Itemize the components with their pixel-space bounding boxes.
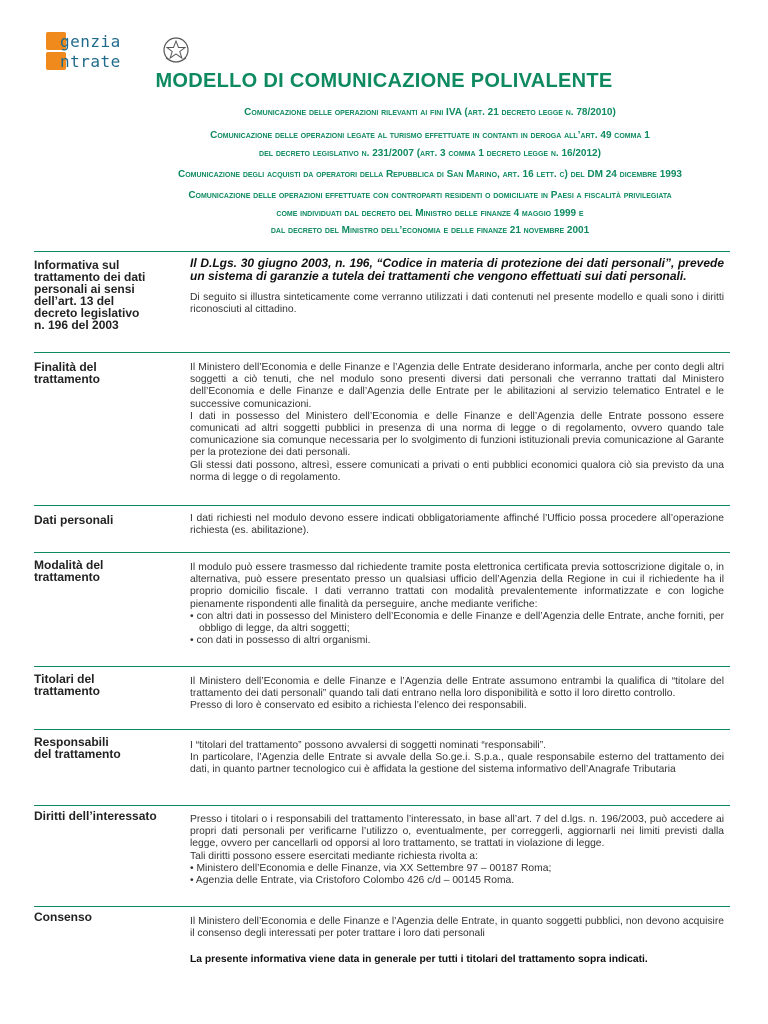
- section-label-finalita: Finalità del trattamento: [34, 360, 101, 386]
- section-text-informativa: [190, 257, 724, 316]
- section-label-titolari: Titolari del trattamento: [34, 672, 101, 698]
- modalita-bullet-1: • con altri dati in possesso del Ministero dell’Economia e delle Finanze e dell’Agenzia delle Entrate, anche forniti, per obbligo di legge, da altri soggetti;: [190, 610, 724, 635]
- section-text-titolari: [190, 676, 724, 713]
- consenso-paragraph: Il Ministero dell’Economia e delle Finanze e l’Agenzia delle Entrate, in quanto soggetti pubblici, non devono acquisire il consenso degli interessati per poter trattare i loro dati personali: [190, 916, 724, 940]
- finalita-paragraph-3: Gli stessi dati possono, altresì, essere comunicati a privati o enti pubblici economici qualora ciò sia previsto da una norma di legge o di regolamento.: [190, 459, 724, 483]
- subtitle-san-marino: Comunicazione degli acquisti da operatori della Repubblica di San Marino, art. 16 lett. c) del DM 24 dicembre 1993: [177, 169, 682, 180]
- section-divider: [34, 505, 730, 506]
- section-divider: [34, 805, 730, 806]
- finalita-paragraph-1: Il Ministero dell’Economia e delle Finanze e l’Agenzia delle Entrate desiderano informarla, anche per conto degli altri soggetti a ciò tenuti, che nel modulo sono presenti diversi dati personali che verranno trattati dal Ministero dell’Economia e delle Finanze e dall’Agenzia delle Entrate per le abilitazioni al servizio telematico Entratel e le successive comunicazioni.: [190, 362, 724, 410]
- subtitle-paesi-3: dal decreto del Ministro dell’economia e delle finanze 21 novembre 2001: [270, 225, 590, 236]
- diritti-paragraph-2: Tali diritti possono essere esercitati mediante richiesta rivolta a:: [190, 850, 478, 862]
- document-title: MODELLO DI COMUNICAZIONE POLIVALENTE: [155, 70, 613, 92]
- logo-line1: genzia: [60, 32, 121, 51]
- logo-line2: ntrate: [60, 52, 121, 71]
- titolari-paragraph-1: Il Ministero dell’Economia e delle Finanze e l’Agenzia delle Entrate assumono entrambi la qualifica di “titolare del trattamento dei dati personali” quando tali dati entrano nella loro disponibilità e sotto il loro diretto controllo.: [190, 676, 724, 700]
- diritti-paragraph-1: Presso i titolari o i responsabili del trattamento l’interessato, in base all’art. 7 del d.lgs. n. 196/2003, può accedere ai propri dati personali per verificarne l’utilizzo o, eventualmente, per correggerli, aggiornarli nei limiti previsti dalla legge, ovvero per cancellarli od opporsi al loro trattamento, se trattati in violazione di legge.: [190, 814, 724, 850]
- subtitle-iva: Comunicazione delle operazioni rilevanti ai fini IVA (art. 21 decreto legge n. 78/2010): [244, 107, 616, 118]
- diritti-bullet-2: • Agenzia delle Entrate, via Cristoforo Colombo 426 c/d – 00145 Roma.: [190, 875, 515, 887]
- subtitle-turismo-1: Comunicazione delle operazioni legate al turismo effettuate in contanti in deroga all’art. 49 comma 1: [210, 130, 650, 141]
- diritti-bullet-1: • Ministero dell’Economia e delle Finanze, via XX Settembre 97 – 00187 Roma;: [190, 862, 552, 874]
- subtitle-turismo-2: del decreto legislativo n. 231/2007 (art. 3 comma 1 decreto legge n. 16/2012): [259, 148, 601, 159]
- finalita-paragraph-2: I dati in possesso del Ministero dell’Economia e delle Finanze e dell’Agenzia delle Entrate possono essere comunicati ad altri soggetti pubblici in presenza di una norma di legge o di regolamento, ovvero quando tale comunicazione sia comunque necessaria per lo svolgimento di funzioni istituzionali previa comunicazione al Garante per la protezione dei dati personali.: [190, 410, 724, 459]
- italian-republic-emblem-icon: [162, 34, 190, 66]
- dati-personali-paragraph: I dati richiesti nel modulo devono essere indicati obbligatoriamente affinché l’Ufficio possa procedere all’operazione richiesta (es. abilitazione).: [190, 513, 724, 537]
- informativa-paragraph: Di seguito si illustra sinteticamente come verranno utilizzati i dati contenuti nel presente modello e quali sono i diritti riconosciuti al cittadino.: [190, 292, 724, 316]
- section-divider: [34, 906, 730, 907]
- section-label-responsabili: Responsabili del trattamento: [34, 735, 121, 761]
- section-divider: [34, 666, 730, 667]
- section-text-modalita: [190, 562, 724, 647]
- section-label-dati-personali: Dati personali: [34, 513, 114, 527]
- section-divider: [34, 729, 730, 730]
- subtitle-paesi-1: Comunicazione delle operazioni effettuate con controparti residenti o domiciliate in Paesi a fiscalità privilegiata: [188, 190, 672, 201]
- informativa-intro: Il D.Lgs. 30 giugno 2003, n. 196, “Codice in materia di protezione dei dati personali”, prevede un sistema di garanzie a tutela dei trattamenti che vengono effettuati sui dati personali.: [190, 256, 724, 283]
- section-label-modalita: Modalità del trattamento: [34, 558, 104, 584]
- modalita-paragraph: Il modulo può essere trasmesso dal richiedente tramite posta elettronica certificata previa sottoscrizione digitale o, in alternativa, può essere presentato presso un qualsiasi ufficio dell’Agenzia della Regione in cui il richiedente ha il proprio domicilio fiscale. I dati verranno trattati con modalità prevalentemente informatizzate e con logiche pienamente rispondenti alle finalità da perseguire, anche mediante verifiche:: [190, 562, 724, 610]
- section-divider: [34, 552, 730, 553]
- section-text-diritti: [190, 814, 724, 887]
- section-text-responsabili: [190, 740, 724, 777]
- section-label-diritti: Diritti dell’interessato: [34, 809, 157, 823]
- subtitle-paesi-2: come individuati dal decreto del Ministro delle finanze 4 maggio 1999 e: [276, 208, 584, 219]
- section-text-consenso: [190, 916, 724, 967]
- responsabili-paragraph-2: In particolare, l’Agenzia delle Entrate si avvale della So.ge.i. S.p.a., quale responsabile esterno del trattamento dei dati, in quanto partner tecnologico cui è affidata la gestione del sistema informativo dell’Anagrafe Tributaria: [190, 752, 724, 776]
- modalita-bullet-2: • con dati in possesso di altri organismi.: [190, 635, 371, 647]
- section-text-dati-personali: [190, 513, 724, 537]
- section-text-finalita: [190, 362, 724, 484]
- consenso-closing-note: La presente informativa viene data in generale per tutti i titolari del trattamento sopra indicati.: [190, 954, 648, 966]
- section-divider: [34, 251, 730, 252]
- section-divider: [34, 352, 730, 353]
- titolari-paragraph-2: Presso di loro è conservato ed esibito a richiesta l’elenco dei responsabili.: [190, 700, 527, 712]
- responsabili-paragraph-1: I “titolari del trattamento” possono avvalersi di soggetti nominati “responsabili”.: [190, 740, 546, 751]
- section-label-informativa: Informativa sul trattamento dei dati personali ai sensi dell’art. 13 del decreto legislativo n. 196 del 2003: [34, 258, 146, 332]
- section-label-consenso: Consenso: [34, 910, 93, 924]
